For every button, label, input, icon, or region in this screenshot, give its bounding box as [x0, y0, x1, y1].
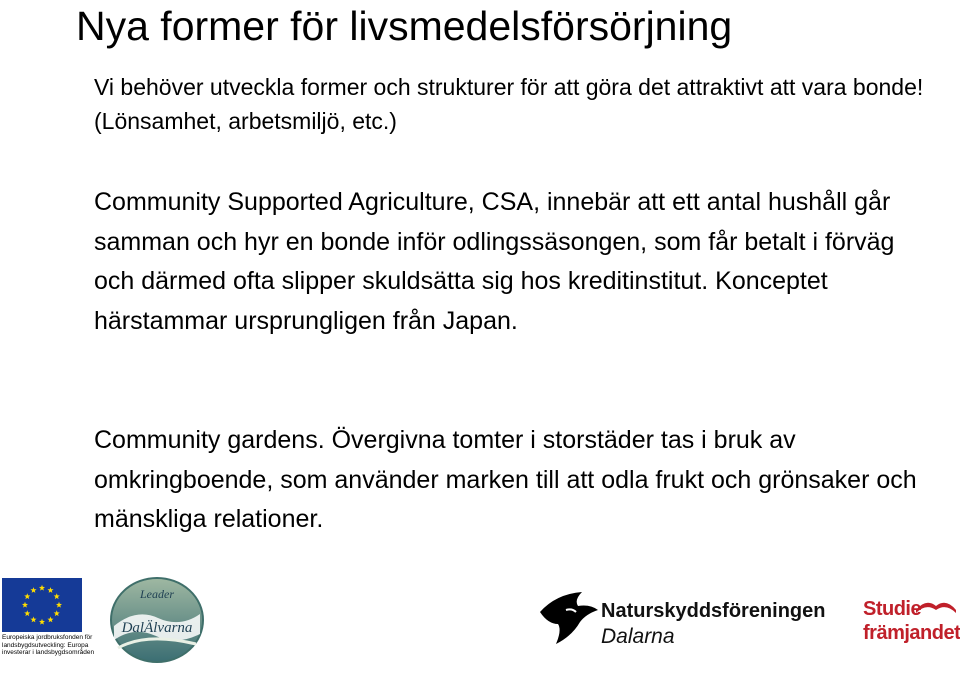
eu-star-icon: [47, 617, 53, 623]
eu-logo: [2, 578, 95, 657]
eu-star-icon: [24, 593, 30, 599]
slide-title: Nya former för livsmedelsförsörjning: [76, 3, 733, 49]
eu-star-icon: [39, 619, 45, 625]
studieframjandet-logo: [860, 592, 958, 658]
dalalvarna-text: DalÄlvarna: [121, 620, 193, 636]
leader-dalalvarna-logo: [106, 574, 208, 668]
eu-caption-line: landsbygdsutveckling: Europa: [2, 641, 89, 649]
eu-stars: [2, 578, 82, 632]
eu-caption-line: Europeiska jordbruksfonden för: [2, 634, 93, 641]
eu-star-icon: [56, 602, 62, 608]
paragraph-csa: Community Supported Agriculture, CSA, innebär att ett antal hushåll går samman och hyr en bonde inför odlingssäsongen, som får betalt i förväg och därmed ofta slipper skuldsätta sig hos kreditinstitut. Konceptet härstammar ursprungligen från Japan.: [94, 188, 895, 335]
eu-flag-icon: [2, 578, 82, 632]
paragraph-community-gardens: Community gardens. Övergivna tomter i storstäder tas i bruk av omkringboende, som använder marken till att odla frukt och grönsaker och mänskliga relationer.: [94, 426, 917, 533]
naturskyddsforeningen-logo: [538, 588, 838, 652]
leader-text: Leader: [140, 587, 174, 601]
framjandet-text: främjandet: [863, 622, 960, 644]
eu-star-icon: [30, 587, 36, 593]
eu-caption: [2, 634, 95, 657]
naturskydd-region: Dalarna: [601, 625, 675, 648]
studie-text: Studie: [863, 598, 922, 620]
eu-star-icon: [22, 602, 28, 608]
eu-caption-line: investerar i landsbygdsområden: [2, 649, 95, 657]
eu-star-icon: [54, 593, 60, 599]
naturskydd-name: Naturskyddsföreningen: [601, 600, 826, 622]
eu-star-icon: [54, 610, 60, 616]
eu-star-icon: [24, 610, 30, 616]
eu-star-icon: [30, 617, 36, 623]
paragraph-attraktivt: Vi behöver utveckla former och strukturer för att göra det attraktivt att vara bonde! (Lönsamhet, arbetsmiljö, etc.): [94, 74, 924, 134]
bird-logo-icon: [538, 590, 600, 646]
eu-star-icon: [47, 587, 53, 593]
eu-star-icon: [39, 585, 45, 591]
